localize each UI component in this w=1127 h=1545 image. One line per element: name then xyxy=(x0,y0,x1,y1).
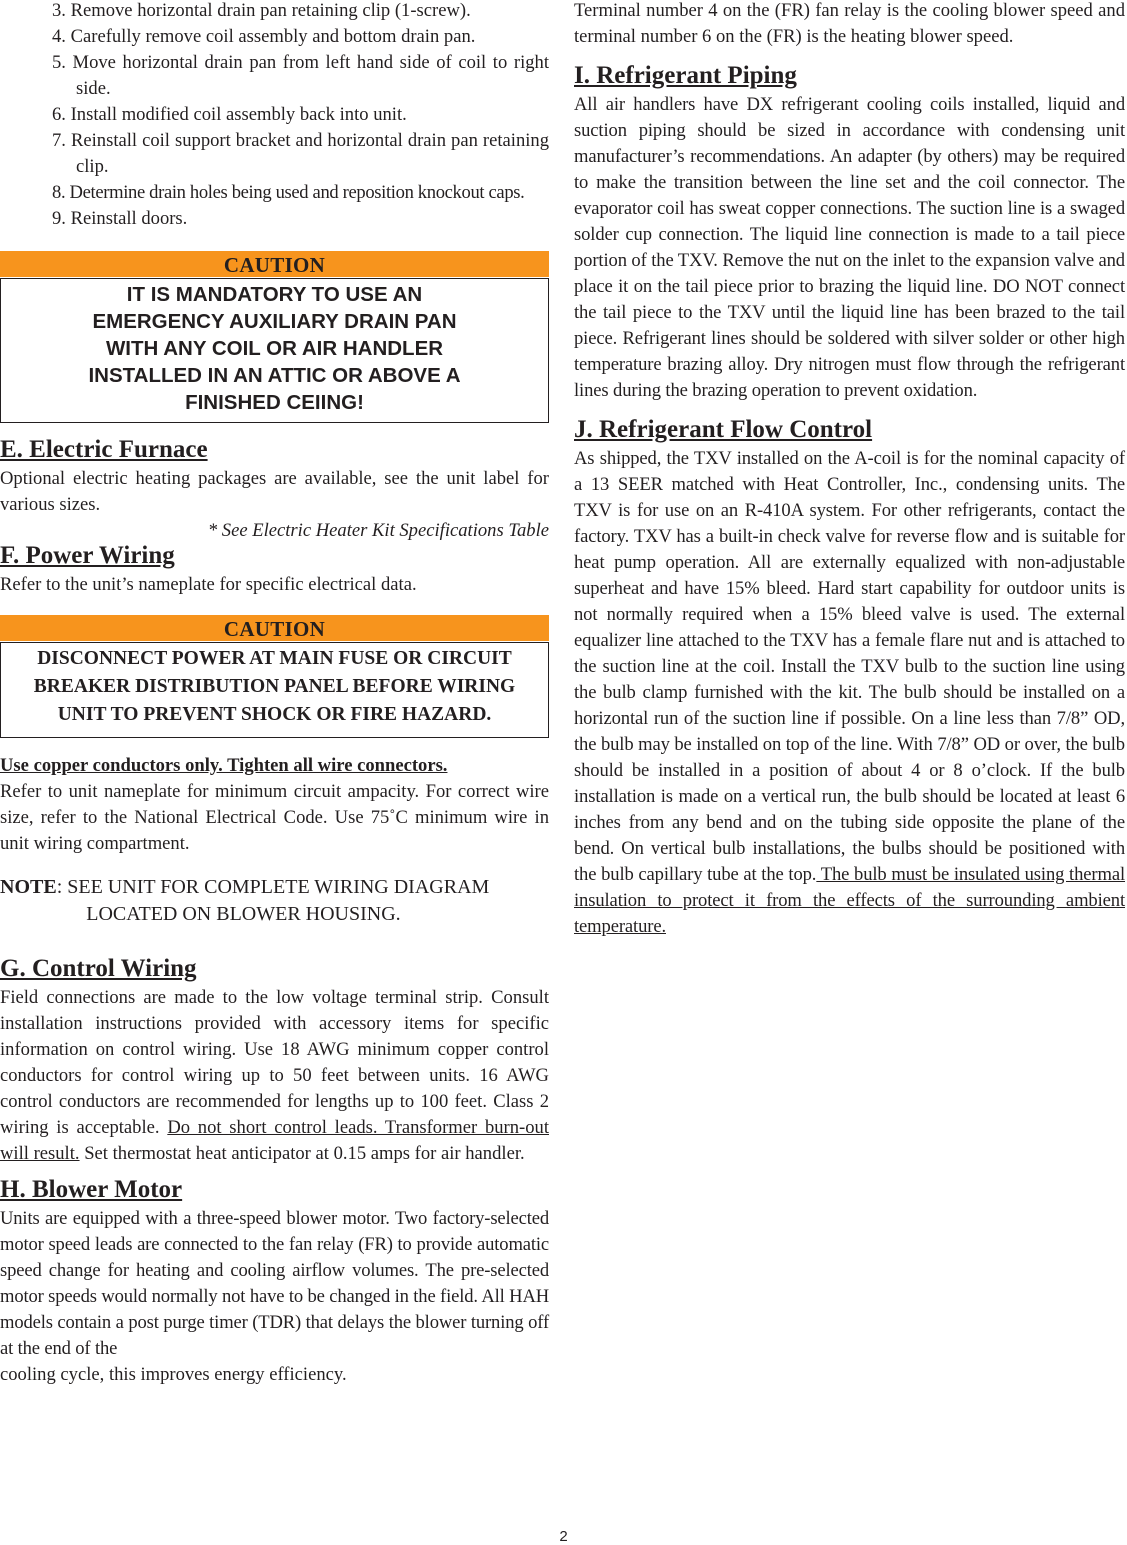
caution-disconnect-power xyxy=(0,615,549,738)
step-3: 3. Remove horizontal drain pan retaining clip (1-screw). xyxy=(52,0,471,21)
caution-line: WITH ANY COIL OR AIR HANDLER xyxy=(105,337,444,360)
blower-motor-body-end: cooling cycle, this improves energy efficiency. xyxy=(0,1364,347,1385)
electric-furnace-body: Optional electric heating packages are available, see the unit label for various sizes. xyxy=(0,468,549,515)
wiring-diagram-note xyxy=(0,874,549,928)
control-leads-warning: Do not short control leads. Transformer burn-out will result. xyxy=(0,1117,549,1164)
page-number: 2 xyxy=(559,1528,568,1545)
caution-label: CAUTION xyxy=(0,251,549,277)
heading-power-wiring: F. Power Wiring xyxy=(0,542,175,569)
caution-message xyxy=(0,278,549,423)
right-column xyxy=(574,0,1125,940)
caution-line: INSTALLED IN AN ATTIC OR ABOVE A xyxy=(88,364,461,387)
caution-line: UNIT TO PREVENT SHOCK OR FIRE HAZARD. xyxy=(57,704,492,725)
flow-control-text: As shipped, the TXV installed on the A-coil is for the nominal capacity of a 13 SEER matched with Heat Controller, Inc., condensing units. The TXV is for use on an R-410A system. For other refrigerants, contact the factory. TXV has a built-in check valve for reverse flow and is suitable for heat pump operation. All are externally equalized with non-adjustable superheat and have 15% bleed. Hard start capability for outdoor units is not normally required when a 15% bleed valve is used. The external equalizer line attached to the TXV has a female flare nut and is attached to the suction line at the coil. Install the TXV bulb to the suction line using the bulb clamp furnished with the kit. The bulb should be installed on a horizontal run of the suction line if possible. On a line less than 7/8” OD, the bulb may be installed on top of the line. With 7/8” OD or over, the bulb should be installed in a position of about 4 or 8 o’clock. If the bulb installation is made on a vertical run, the bulb should be located at least 6 inches from any bend and on the tubing side opposite the plane of the bend. On vertical bulb installations, the bulbs should be positioned with the bulb capillary tube at the top. xyxy=(574,448,1125,885)
caution-line: DISCONNECT POWER AT MAIN FUSE OR CIRCUIT xyxy=(37,648,512,669)
heading-control-wiring: G. Control Wiring xyxy=(0,955,197,982)
caution-message xyxy=(0,642,549,738)
control-wiring-text: Field connections are made to the low voltage terminal strip. Consult installation instructions provided with accessory items for specific information on control wiring. Use 18 AWG minimum copper control conductors for control wiring up to 50 feet between units. 16 AWG control conductors are recommended for lengths up to 100 feet. Class 2 wiring is acceptable. xyxy=(0,987,549,1138)
note-prefix: NOTE: xyxy=(0,876,68,898)
heading-refrigerant-piping: I. Refrigerant Piping xyxy=(574,62,797,89)
heading-electric-furnace: E. Electric Furnace xyxy=(0,436,208,463)
left-column xyxy=(0,0,549,1388)
note-label: NOTE xyxy=(0,876,57,898)
step-6: 6. Install modified coil assembly back into unit. xyxy=(52,104,407,125)
step-9: 9. Reinstall doors. xyxy=(52,208,188,229)
heading-blower-motor: H. Blower Motor xyxy=(0,1176,183,1203)
fan-relay-terminals: Terminal number 4 on the (FR) fan relay is the cooling blower speed and terminal number 6 on the (FR) is the heating blower speed. xyxy=(574,0,1125,47)
copper-conductors-warning: Use copper conductors only. Tighten all wire connectors. xyxy=(0,755,448,776)
control-wiring-body xyxy=(0,985,549,1167)
note-line-2: LOCATED ON BLOWER HOUSING. xyxy=(86,903,401,925)
note-line-1: SEE UNIT FOR COMPLETE WIRING DIAGRAM xyxy=(67,876,490,898)
caution-line: EMERGENCY AUXILIARY DRAIN PAN xyxy=(92,310,457,333)
bulb-insulation-warning: The bulb must be insulated using thermal insulation to protect it from the effects of the surrounding ambient temperature. xyxy=(574,864,1126,937)
caution-line: BREAKER DISTRIBUTION PANEL BEFORE WIRING xyxy=(33,676,516,697)
procedure-steps xyxy=(0,0,549,232)
step-7: 7. Reinstall coil support bracket and horizontal drain pan retaining clip. xyxy=(52,130,549,177)
power-wiring-body: Refer to the unit’s nameplate for specific electrical data. xyxy=(0,574,417,595)
step-5: 5. Move horizontal drain pan from left hand side of coil to right side. xyxy=(52,52,549,99)
blower-motor-body: Units are equipped with a three-speed blower motor. Two factory-selected motor speed leads are connected to the fan relay (FR) to provide automatic speed change for heating and cooling airflow volumes. The pre-selected motor speeds would normally not have to be changed in the field. All HAH models contain a post purge timer (TDR) that delays the blower turning off at the end of the xyxy=(0,1208,549,1359)
step-8: 8. Determine drain holes being used and reposition knockout caps. xyxy=(52,182,525,203)
note-text xyxy=(67,874,489,928)
heater-kit-reference: * See Electric Heater Kit Specifications Table xyxy=(207,520,549,541)
refrigerant-flow-body xyxy=(574,446,1125,940)
refrigerant-piping-body: All air handlers have DX refrigerant cooling coils installed, liquid and suction piping should be sized in accordance with condensing unit manufacturer’s recommendations. An adapter (by others) may be required to make the transition between the line set and the coil connector. The evaporator coil has sweat copper connections. The suction line is a swaged solder cup connection. The liquid line connection is made to a tail piece portion of the TXV. Remove the nut on the inlet to the expansion valve and place it on the tail piece prior to brazing the liquid line. DO NOT connect the tail piece to the TXV until the liquid line has been brazed to the tail piece. Refrigerant lines should be soldered with silver solder or other high temperature brazing alloy. Dry nitrogen must flow through the refrigerant lines during the brazing operation to prevent oxidation. xyxy=(574,94,1125,401)
thermostat-text: Set thermostat heat anticipator at 0.15 amps for air handler. xyxy=(84,1143,525,1164)
caution-label: CAUTION xyxy=(0,615,549,641)
heading-refrigerant-flow-control: J. Refrigerant Flow Control xyxy=(574,416,873,443)
wire-size-body: Refer to unit nameplate for minimum circuit ampacity. For correct wire size, refer to the National Electrical Code. Use 75˚C minimum wire in unit wiring compartment. xyxy=(0,781,549,854)
caution-line: FINISHED CEIING! xyxy=(185,391,364,414)
caution-line: IT IS MANDATORY TO USE AN xyxy=(126,283,423,306)
caution-drain-pan xyxy=(0,251,549,423)
step-4: 4. Carefully remove coil assembly and bottom drain pan. xyxy=(52,26,476,47)
